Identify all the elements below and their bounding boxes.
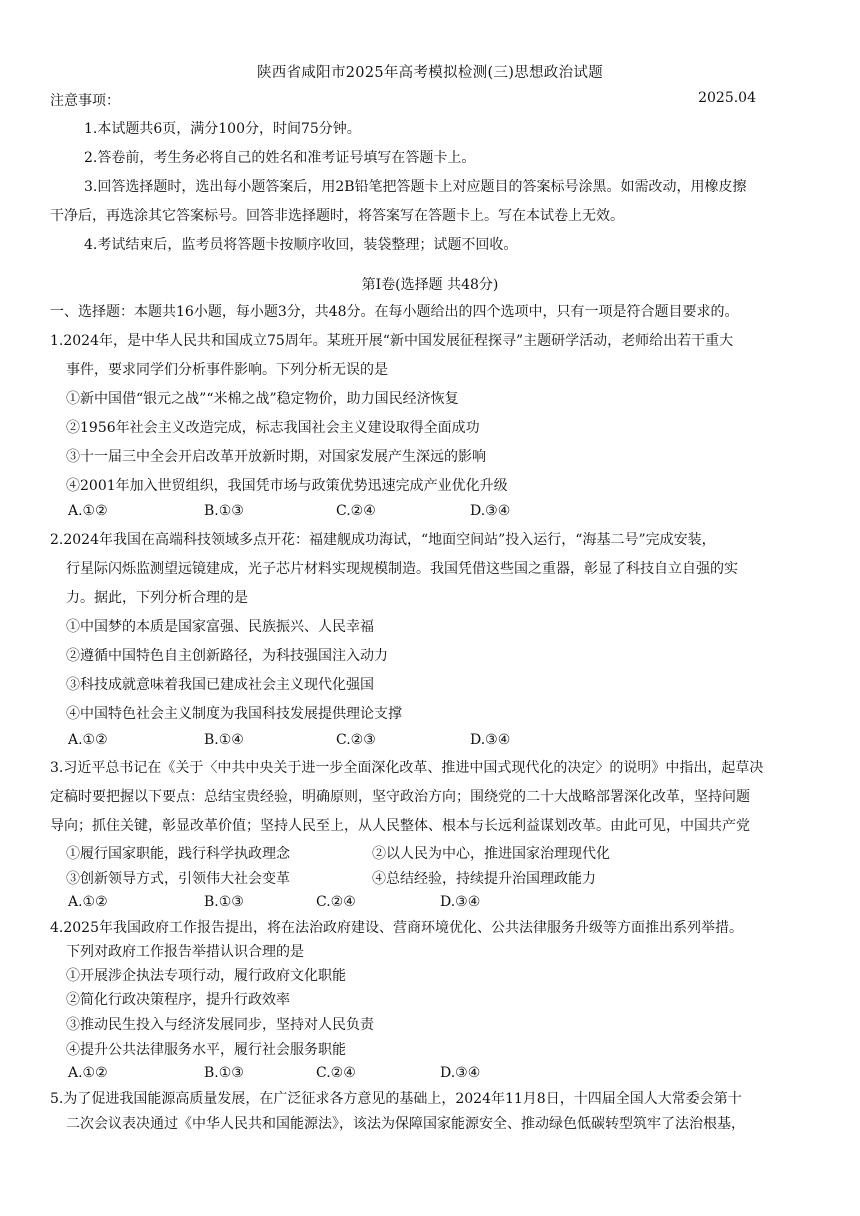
q3-stem-line2: 定稿时要把握以下要点：总结宝贵经验，明确原则，坚守政治方向；围绕党的二十大战略部署深化改革，坚持问题 — [50, 789, 750, 805]
q4-item-4: ④提升公共法律服务水平，履行社会服务职能 — [66, 1042, 346, 1058]
q5-stem-line1: 5.为了促进我国能源高质量发展，在广泛征求各方意见的基础上，2024年11月8日，十四届全国人大常委会第十 — [50, 1091, 742, 1107]
q1-option-c: C.②④ — [336, 503, 376, 519]
q1-item-2: ②1956年社会主义改造完成，标志我国社会主义建设取得全面成功 — [66, 420, 480, 436]
q3-stem-line1: 3.习近平总书记在《关于〈中共中央关于进一步全面深化改革、推进中国式现代化的决定〉的说明》中指出，起草决 — [50, 760, 764, 776]
q2-item-3: ③科技成就意味着我国已建成社会主义现代化强国 — [66, 677, 374, 693]
q4-option-c: C.②④ — [316, 1065, 356, 1081]
notes-label: 注意事项： — [50, 93, 120, 109]
q3-item-3: ③创新领导方式，引领伟大社会变革 — [66, 871, 290, 887]
q3-item-4: ④总结经验，持续提升治国理政能力 — [372, 871, 596, 887]
q3-option-d: D.③④ — [440, 894, 481, 910]
q3-stem-line3: 导向；抓住关键，彰显改革价值；坚持人民至上，从人民整体、根本与长远利益谋划改革。由此可见，中国共产党 — [50, 818, 750, 834]
q2-option-a: A.①② — [68, 732, 108, 748]
q3-option-c: C.②④ — [316, 894, 356, 910]
q3-option-b: B.①③ — [204, 894, 244, 910]
q1-item-4: ④2001年加入世贸组织，我国凭市场与政策优势迅速完成产业优化升级 — [66, 478, 508, 494]
section-intro: 一、选择题：本题共16小题，每小题3分，共48分。在每小题给出的四个选项中，只有一项是符合题目要求的。 — [50, 304, 739, 320]
instruction-4: 4.考试结束后，监考员将答题卡按顺序收回，装袋整理；试题不回收。 — [84, 237, 518, 253]
q4-option-a: A.①② — [68, 1065, 108, 1081]
q1-item-1: ①新中国借“银元之战”“米棉之战”稳定物价，助力国民经济恢复 — [66, 391, 459, 407]
q3-item-1: ①履行国家职能，践行科学执政理念 — [66, 846, 290, 862]
q2-option-d: D.③④ — [470, 732, 511, 748]
q5-stem-line2: 二次会议表决通过《中华人民共和国能源法》，该法为保障国家能源安全、推动绿色低碳转型筑牢了法治根基， — [66, 1116, 745, 1132]
q2-item-1: ①中国梦的本质是国家富强、民族振兴、人民幸福 — [66, 619, 374, 635]
q2-option-b: B.①④ — [204, 732, 244, 748]
instruction-2: 2.答卷前，考生务必将自己的姓名和准考证号填写在答题卡上。 — [84, 150, 476, 166]
q4-item-1: ①开展涉企执法专项行动，履行政府文化职能 — [66, 968, 346, 984]
q1-item-3: ③十一届三中全会开启改革开放新时期，对国家发展产生深远的影响 — [66, 449, 486, 465]
q4-stem-line1: 4.2025年我国政府工作报告提出，将在法治政府建设、营商环境优化、公共法律服务升级等方面推出系列举措。 — [50, 920, 743, 936]
q2-item-4: ④中国特色社会主义制度为我国科技发展提供理论支撑 — [66, 706, 402, 722]
instruction-1: 1.本试题共6页，满分100分，时间75分钟。 — [84, 121, 361, 137]
q4-item-2: ②简化行政决策程序，提升行政效率 — [66, 992, 290, 1008]
q2-stem-line2: 行星际闪烁监测望远镜建成，光子芯片材料实现规模制造。我国凭借这些国之重器，彰显了科技自立自强的实 — [66, 561, 738, 577]
q4-option-b: B.①③ — [204, 1065, 244, 1081]
q1-stem-line2: 事件，要求同学们分析事件影响。下列分析无误的是 — [66, 362, 388, 378]
q3-option-a: A.①② — [68, 894, 108, 910]
page-title: 陕西省咸阳市2025年高考模拟检测(三)思想政治试题 — [256, 65, 603, 81]
q2-stem-line1: 2.2024年我国在高端科技领域多点开花：福建舰成功海试，“地面空间站”投入运行，“海基二号”完成安装， — [50, 532, 716, 548]
q1-option-d: D.③④ — [470, 503, 511, 519]
instruction-3-cont: 干净后，再选涂其它答案标号。回答非选择题时，将答案写在答题卡上。写在本试卷上无效。 — [50, 208, 624, 224]
section-heading: 第Ⅰ卷(选择题 共48分) — [361, 277, 499, 293]
q2-option-c: C.②③ — [336, 732, 376, 748]
q1-stem-line1: 1.2024年，是中华人民共和国成立75周年。某班开展“新中国发展征程探寻”主题研学活动，老师给出若干重大 — [50, 333, 734, 349]
q1-option-a: A.①② — [68, 503, 108, 519]
q4-item-3: ③推动民生投入与经济发展同步，坚持对人民负责 — [66, 1017, 374, 1033]
exam-date: 2025.04 — [698, 90, 756, 106]
q4-option-d: D.③④ — [440, 1065, 481, 1081]
q3-item-2: ②以人民为中心，推进国家治理现代化 — [372, 846, 610, 862]
q1-option-b: B.①③ — [204, 503, 244, 519]
instruction-3: 3.回答选择题时，选出每小题答案后，用2B铅笔把答题卡上对应题目的答案标号涂黑。如需改动，用橡皮擦 — [84, 179, 747, 195]
q2-item-2: ②遵循中国特色自主创新路径，为科技强国注入动力 — [66, 648, 388, 664]
q4-stem-line2: 下列对政府工作报告举措认识合理的是 — [66, 944, 304, 960]
q2-stem-line3: 力。据此，下列分析合理的是 — [66, 590, 248, 606]
